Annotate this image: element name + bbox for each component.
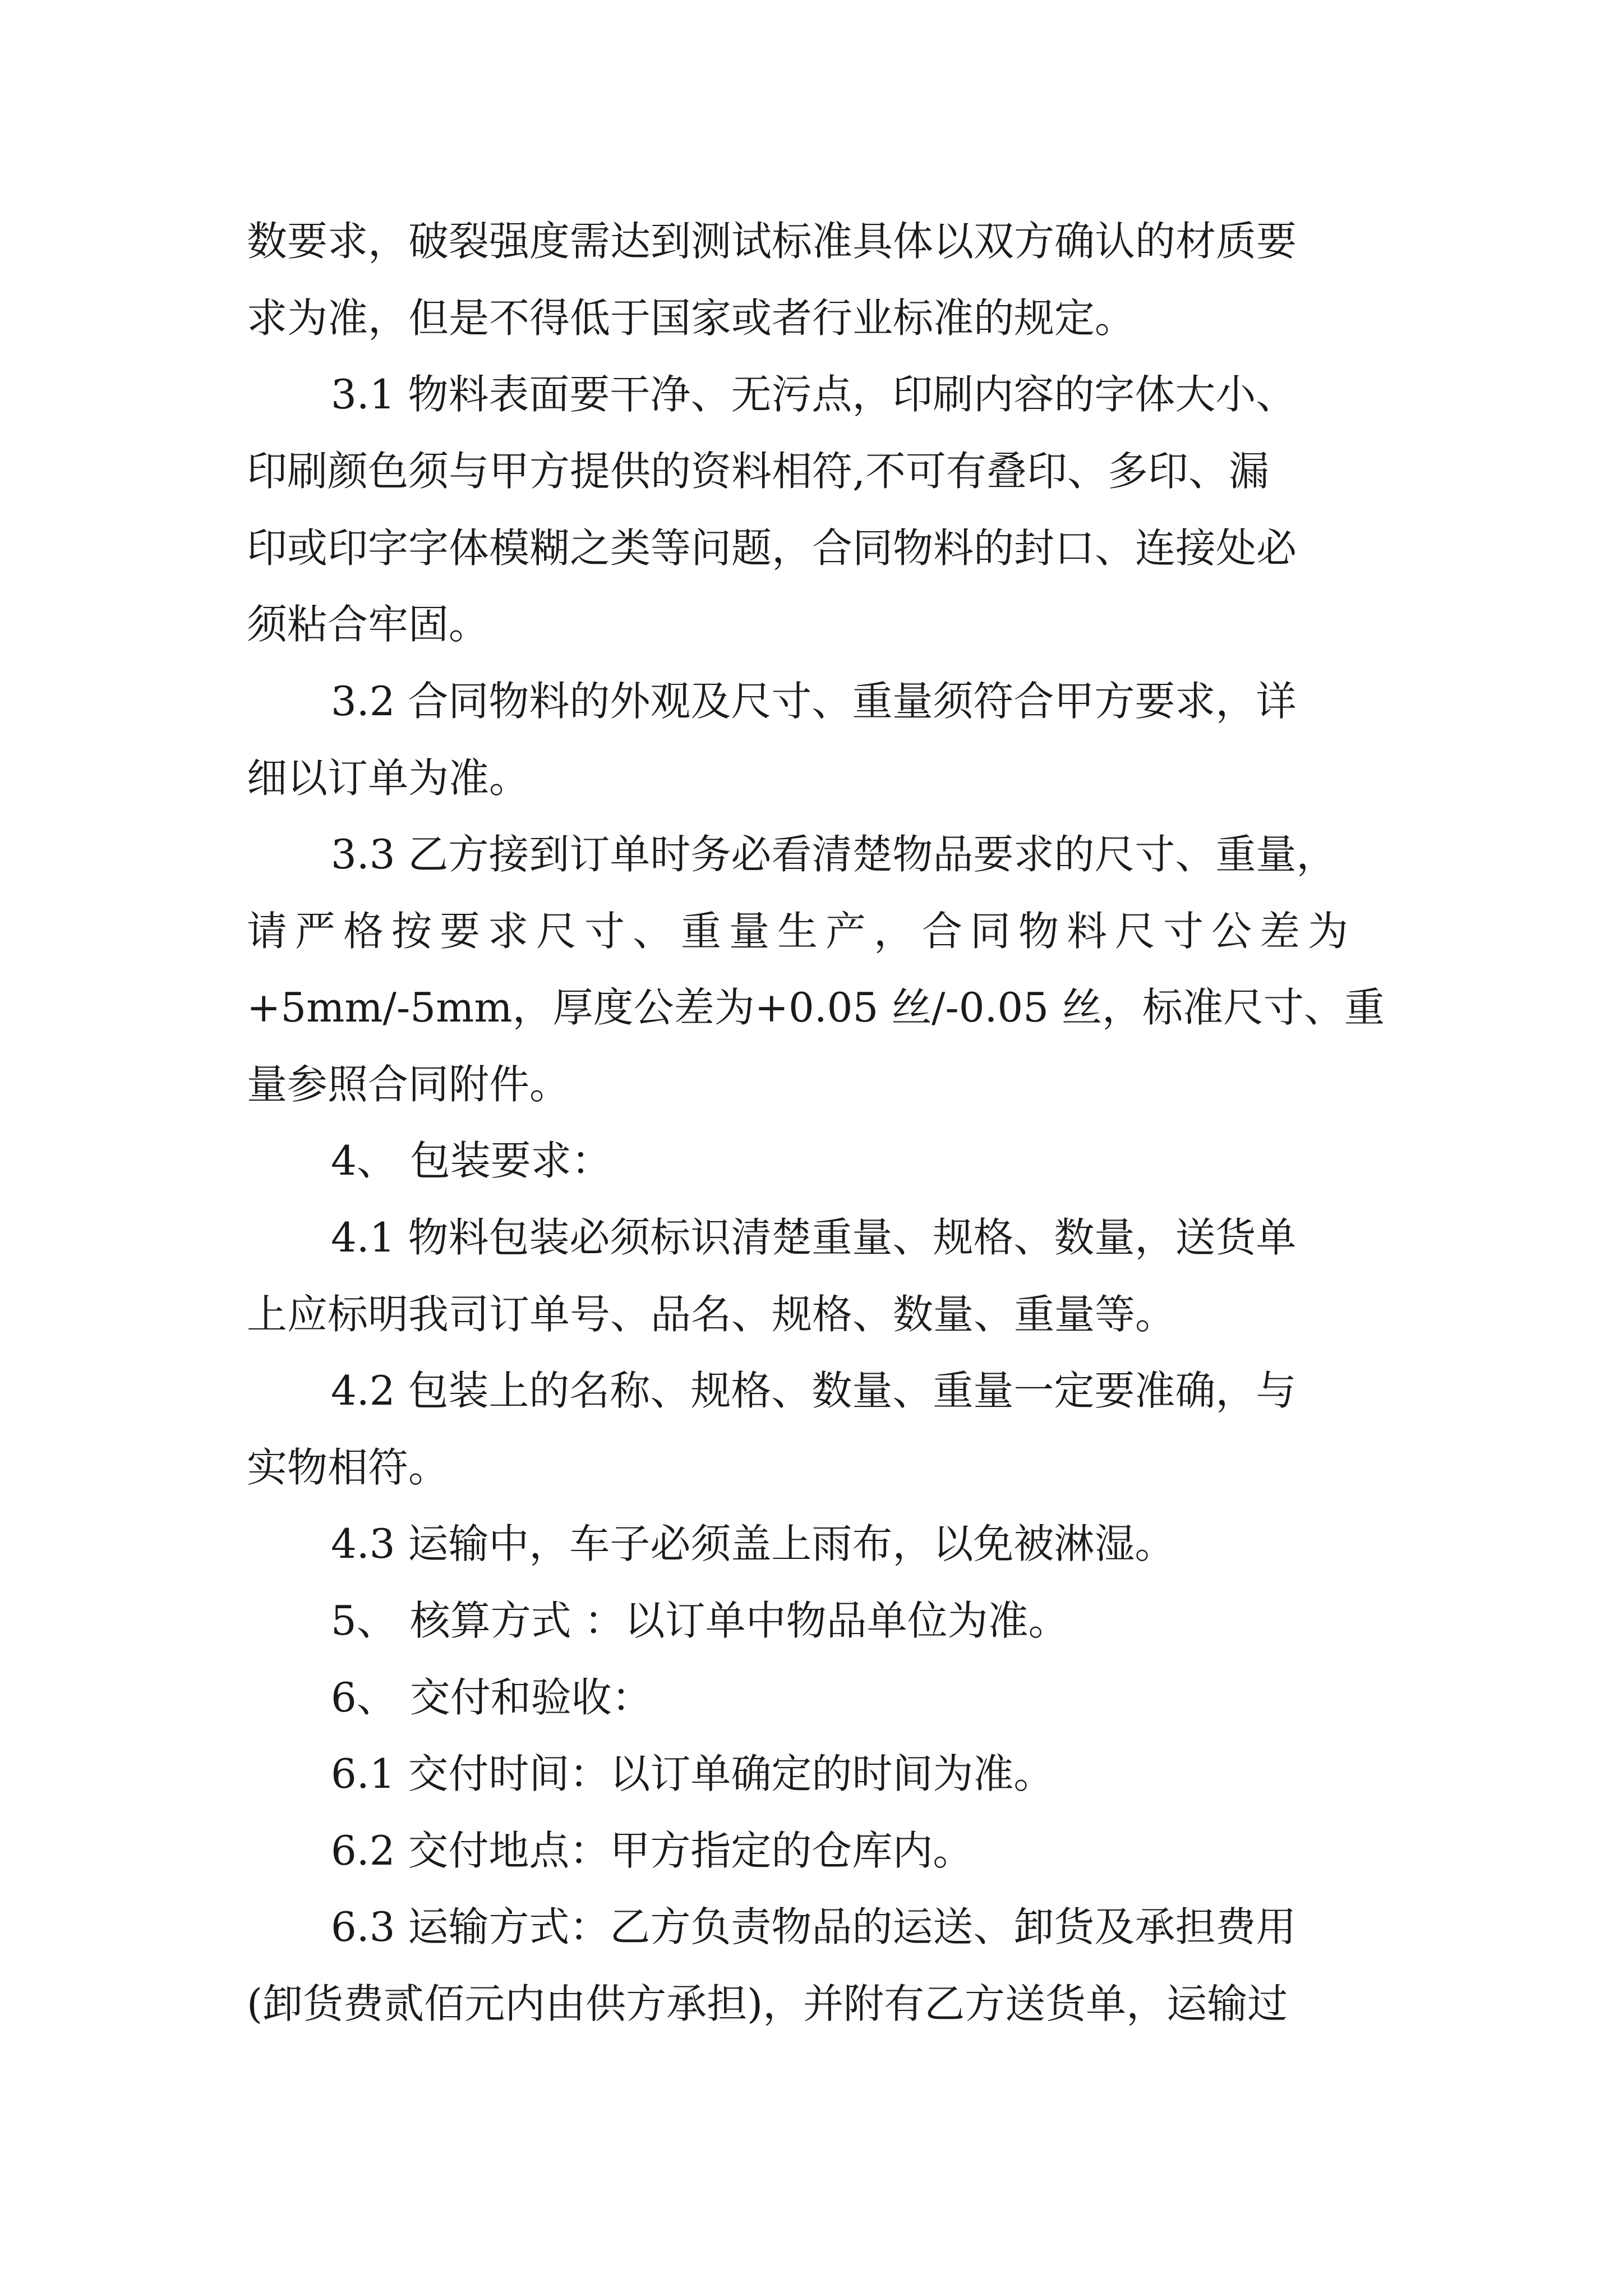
text-line: 6.2 交付地点：甲方指定的仓库内。 (331, 1827, 974, 1874)
text-line: 请严格按要求尺寸、重量生产，合同物料尺寸公差为 (247, 908, 1357, 955)
text-line: 求为准，但是不得低于国家或者行业标准的规定。 (247, 295, 1136, 342)
text-line: 3.2 合同物料的外观及尺寸、重量须符合甲方要求，详 (331, 678, 1297, 725)
text-line: 细以订单为准。 (247, 754, 530, 802)
text-line: 4.1 物料包装必须标识清楚重量、规格、数量，送货单 (331, 1214, 1297, 1261)
text-line: 数要求，破裂强度需达到测试标准具体以双方确认的材质要 (247, 218, 1297, 265)
text-line: 4.3 运输中，车子必须盖上雨布，以免被淋湿。 (331, 1520, 1175, 1567)
text-line: 4.2 包装上的名称、规格、数量、重量一定要准确，与 (331, 1367, 1297, 1414)
text-line: 须粘合牢固。 (247, 601, 490, 648)
text-line: 3.1 物料表面要干净、无污点，印刷内容的字体大小、 (331, 371, 1297, 418)
text-line: 印或印字字体模糊之类等问题，合同物料的封口、连接处必 (247, 524, 1297, 572)
text-line: 6、 交付和验收： (331, 1674, 652, 1721)
text-line: 上应标明我司订单号、品名、规格、数量、重量等。 (247, 1291, 1176, 1338)
text-line: +5mm/-5mm，厚度公差为+0.05 丝/-0.05 丝，标准尺寸、重 (247, 984, 1385, 1031)
text-line: 量参照合同附件。 (247, 1061, 570, 1108)
text-line: (卸货费贰佰元内由供方承担)，并附有乙方送货单，运输过 (247, 1980, 1288, 2027)
text-line: 6.1 交付时间：以订单确定的时间为准。 (331, 1750, 1054, 1797)
text-line: 3.3 乙方接到订单时务必看清楚物品要求的尺寸、重量， (331, 831, 1337, 878)
text-line: 6.3 运输方式：乙方负责物品的运送、卸货及承担费用 (331, 1903, 1297, 1950)
text-line: 印刷颜色须与甲方提供的资料相符,不可有叠印、多印、漏 (247, 448, 1269, 495)
text-line: 4、 包装要求： (331, 1137, 612, 1184)
text-line: 5、 核算方式 ：以订单中物品单位为准。 (331, 1597, 1069, 1644)
text-line: 实物相符。 (247, 1444, 449, 1491)
